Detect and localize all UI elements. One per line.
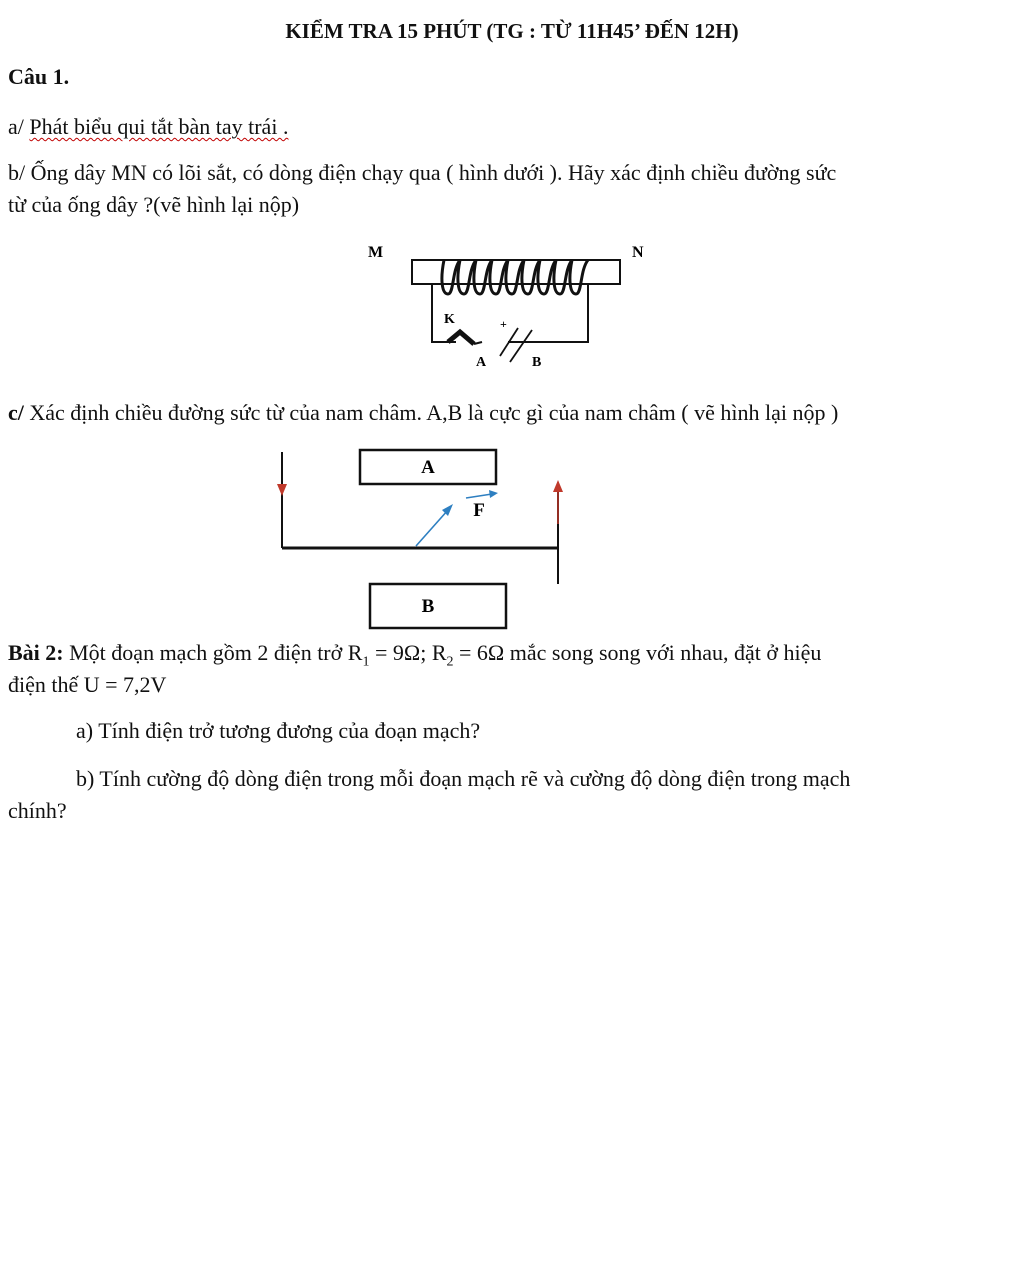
- problem-2-question-a: a) Tính điện trở tương đương của đoạn mạch?: [76, 718, 481, 743]
- problem-2-heading: Bài 2:: [8, 640, 64, 665]
- label-b: B: [532, 355, 542, 370]
- question-1b-line1: b/ Ống dây MN có lõi sắt, có dòng điện chạy qua ( hình dưới ). Hãy xác định chiều đường sức: [8, 160, 837, 185]
- solenoid-figure: [360, 236, 660, 376]
- f-vector-bar: [466, 494, 492, 498]
- problem-2-text-c: = 6Ω mắc song song với nhau, đặt ở hiệu: [453, 640, 822, 665]
- current-arrow-down: [277, 484, 287, 496]
- pole-a-label: A: [421, 457, 435, 478]
- question-1a: [8, 112, 288, 142]
- question-1a-text: Phát biểu qui tắt bàn tay trái .: [29, 114, 289, 139]
- problem-2-question-b-line1: b) Tính cường độ dòng điện trong mỗi đoạn mạch rẽ và cường độ dòng điện trong mạch: [76, 766, 851, 791]
- question-1c: [8, 398, 838, 428]
- problem-2-line2: điện thế U = 7,2V: [8, 672, 167, 697]
- label-a: A: [476, 355, 487, 370]
- question-1-heading: Câu 1.: [8, 64, 70, 89]
- pole-b-box: [370, 584, 506, 628]
- pole-b-label: B: [421, 596, 435, 617]
- battery: [500, 328, 532, 362]
- label-n: N: [632, 244, 644, 261]
- subscript-2: 2: [446, 654, 454, 670]
- subscript-1: 1: [362, 654, 370, 670]
- question-1c-prefix: c/: [8, 400, 24, 425]
- label-k: K: [444, 312, 455, 327]
- page-title: KIỂM TRA 15 PHÚT (TG : TỪ 11H45’ ĐẾN 12H): [285, 19, 739, 43]
- magnet-figure: [270, 440, 590, 630]
- question-1c-text: Xác định chiều đường sức từ của nam châm. A,B là cực gì của nam châm ( vẽ hình lại nộp ): [23, 400, 839, 425]
- problem-2-question-b-line2: chính?: [8, 798, 67, 823]
- question-1a-prefix: a/: [8, 114, 30, 139]
- current-arrow-up: [553, 480, 563, 492]
- problem-2-text-b: = 9Ω; R: [369, 640, 447, 665]
- force-label: F: [473, 500, 485, 521]
- label-plus: +: [500, 317, 507, 331]
- force-arrow: [416, 510, 448, 546]
- label-m: M: [368, 244, 384, 261]
- question-1b-line2: từ của ống dây ?(vẽ hình lại nộp): [8, 192, 300, 217]
- problem-2-text-a: Một đoạn mạch gồm 2 điện trở R: [63, 640, 363, 665]
